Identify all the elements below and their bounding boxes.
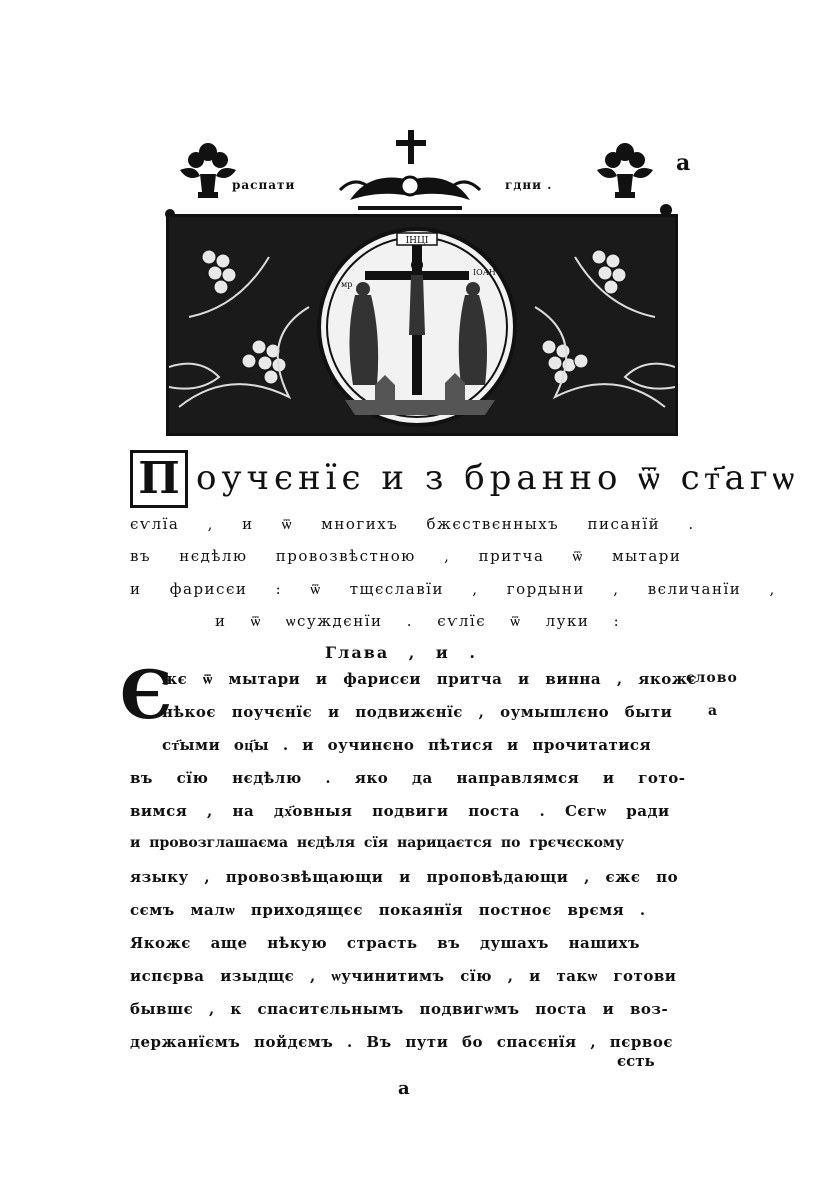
- title-text: оучєнїє и з бранно ѿ ст҃агѡ: [196, 458, 800, 498]
- title-initial: П: [130, 450, 188, 508]
- margin-note: слово: [686, 670, 738, 686]
- body-line-5: вимся , на дх҃овныя подвиги поста . Сєгѡ ради: [130, 802, 670, 820]
- subtitle-line-1: єѵлїа , и ѿ многихъ бжєствєнныхъ писанїй .: [130, 515, 695, 533]
- running-head-left: распати: [232, 178, 296, 192]
- body-line-2: нѣкоє поучєнїє и подвижєнїє , оумышлєно быти: [162, 703, 673, 721]
- drop-cap-initial: Є: [120, 656, 173, 734]
- body-line-6: и провозглашаєма нєдѣля сїя нарицаєтся по грєчєскому: [130, 835, 625, 851]
- medallion-right-label: ІОАН: [473, 268, 496, 277]
- signature-mark: а: [398, 1078, 410, 1099]
- body-line-10: испєрва изыдщє , ѡучинитимъ сїю , и такѡ готови: [130, 967, 677, 985]
- top-ornament: [140, 130, 700, 220]
- catchword: єсть: [617, 1052, 655, 1070]
- flower-pot-icon-right: [597, 143, 653, 198]
- engraved-headpiece: [166, 214, 678, 436]
- title-block: [130, 450, 800, 510]
- body-line-1: жє ѿ мытари и фарисєи притча и винна , якожє: [162, 670, 697, 688]
- running-head-right: гдни .: [505, 178, 553, 192]
- subtitle-line-2: въ нєдѣлю провозвѣстною , притча ѿ мытари: [130, 547, 682, 565]
- body-line-8: сємъ малѡ приходящєє покаянїя постноє врємя .: [130, 901, 646, 919]
- body-line-3: ст҃ыми оц҃ы . и оучинєно пѣтися и прочитатися: [162, 736, 652, 754]
- folio-number: а: [676, 150, 691, 176]
- margin-number: а: [708, 703, 719, 719]
- body-line-9: Якожє аще нѣкую страсть въ душахъ нашихъ: [130, 934, 640, 952]
- subtitle-line-3: и фарисєи : ѿ тщєславїи , гордыни , вєличанїи ,: [130, 580, 776, 598]
- body-line-7: языку , провозвѣщающи и проповѣдающи , єжє по: [130, 868, 679, 886]
- crucifixion-medallion: [315, 225, 520, 430]
- body-line-4: въ сїю нєдѣлю . яко да направлямся и гото-: [130, 769, 686, 787]
- body-line-12: держанїємъ пойдємъ . Въ пути бо спасєнїя , пєрвоє: [130, 1033, 673, 1051]
- body-line-11: бывшє , к спаситєльнымъ подвигѡмъ поста и воз-: [130, 1000, 669, 1018]
- medallion-title: ІНЦІ: [405, 236, 429, 246]
- cross-ornament-icon: [340, 130, 480, 208]
- chapter-heading: Глава , и .: [325, 643, 477, 662]
- medallion-left-label: мр: [341, 280, 353, 289]
- subtitle-line-4: и ѿ ѡсуждєнїи . єѵлїє ѿ луки :: [215, 612, 621, 630]
- flower-pot-icon-left: [180, 143, 236, 198]
